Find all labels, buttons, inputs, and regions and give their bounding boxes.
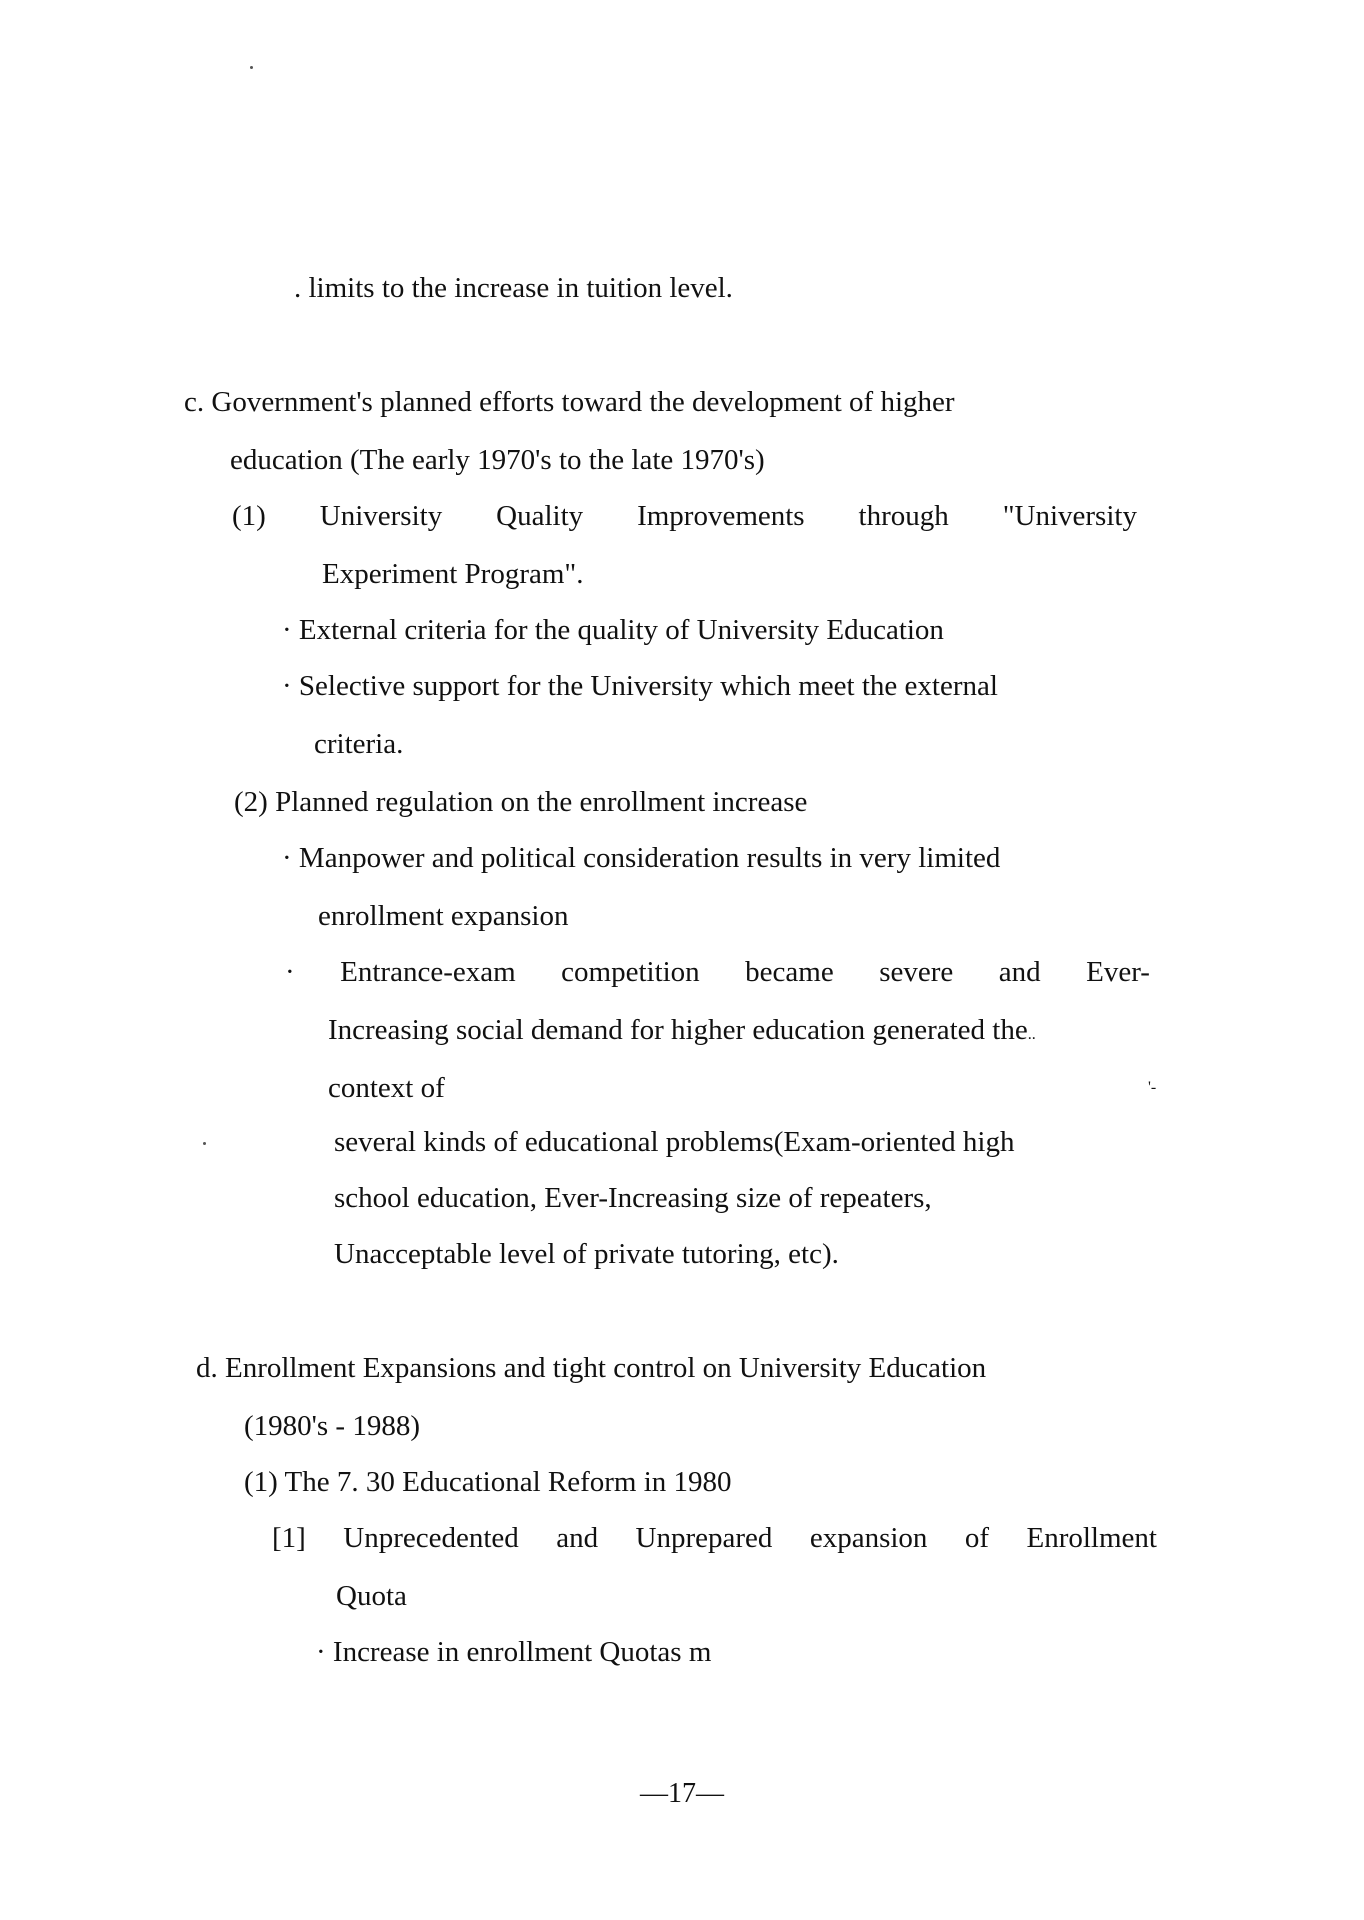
bullet-dot: · [285,956,295,988]
word: and [998,956,1041,988]
section-d-heading: d. Enrollment Expansions and tight control on University Education [196,1352,987,1384]
word: competition [561,956,700,988]
bullet-entrance-exam-line2 [328,1012,1036,1053]
word: and [556,1522,599,1554]
page-number: —17— [640,1778,724,1809]
word: Entrance-exam [340,956,516,988]
text-line-tuition-limits: . limits to the increase in tuition level. [294,272,733,304]
item-d1-subheading-cont: Quota [336,1580,407,1612]
bullet-manpower: · Manpower and political consideration results in very limited [282,842,1001,874]
word: became [745,956,834,988]
bullet-entrance-exam-line3: context of [328,1072,445,1104]
word: Unprecedented [343,1522,519,1554]
bullet-increase-quotas: · Increase in enrollment Quotas m [316,1636,712,1668]
word: expansion [809,1522,928,1554]
item-c1-heading [232,498,1137,534]
item-d1-heading: (1) The 7. 30 Educational Reform in 1980 [244,1466,732,1498]
word: severe [879,956,954,988]
bullet-entrance-exam-line5: school education, Ever-Increasing size of repeaters, [334,1182,932,1214]
scan-mark-right: '- [1148,1079,1157,1096]
word: "University [1002,500,1137,532]
item-c2-heading: (2) Planned regulation on the enrollment increase [234,786,808,818]
word: Enrollment [1026,1522,1157,1554]
word: Quality [496,500,584,532]
bullet-external-criteria: · External criteria for the quality of University Education [282,614,944,646]
word: [1] [272,1522,306,1554]
bullet-entrance-exam-line6: Unacceptable level of private tutoring, etc). [334,1238,839,1270]
section-d-heading-cont: (1980's - 1988) [244,1410,420,1442]
word: Improvements [637,500,805,532]
bullet-entrance-exam [285,954,1150,990]
bullet-manpower-cont: enrollment expansion [318,900,569,932]
bullet-selective-support: · Selective support for the University which meet the external [282,670,998,702]
scan-speck [203,1142,206,1145]
section-c-heading-cont: education (The early 1970's to the late 1970's) [230,444,765,476]
bullet-selective-support-cont: criteria. [314,728,404,760]
bullet-entrance-exam-line4: several kinds of educational problems(Exam-oriented high [334,1126,1015,1158]
scan-mark: .. [1027,1026,1036,1043]
word: through [858,500,949,532]
scan-speck [250,66,253,69]
line-text: Increasing social demand for higher education generated the [328,1014,1028,1046]
item-c1-heading-cont: Experiment Program". [322,558,584,590]
word: (1) [232,500,266,532]
word: Ever- [1086,956,1150,988]
word: of [964,1522,990,1554]
word: University [319,500,443,532]
item-d1-subheading [272,1520,1157,1556]
section-c-heading: c. Government's planned efforts toward the development of higher [184,386,955,418]
word: Unprepared [635,1522,773,1554]
